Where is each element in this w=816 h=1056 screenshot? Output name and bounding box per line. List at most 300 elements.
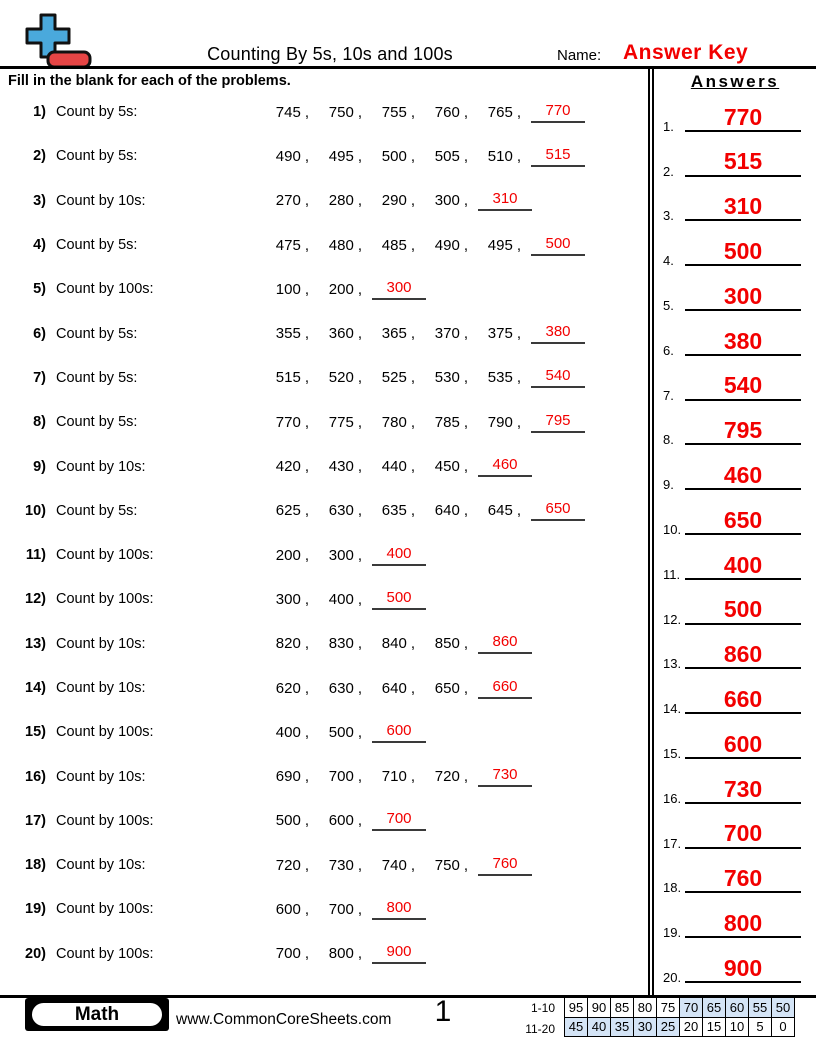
sequence-value: 720 [275,856,301,874]
sequence-value: 200 [328,280,354,298]
sequence-number [362,502,415,519]
answer-blank: 460 [478,456,532,477]
problem-sequence [256,235,585,256]
answer-row [654,92,816,137]
sequence-comma: , [410,192,415,210]
problem-number: 1) [33,104,46,121]
problem-number: 13) [25,635,46,652]
answer-value: 700 [685,821,801,848]
sequence-number [256,369,309,386]
answer-row [654,271,816,316]
sequence-number [415,148,468,165]
sequence-comma: , [304,546,309,564]
sequence-value: 720 [434,768,460,786]
answer-blank: 380 [531,323,585,344]
answer-value: 860 [685,642,801,669]
problem-label: Count by 100s: [56,945,154,962]
sequence-value: 530 [434,369,460,387]
problem-row [0,932,648,976]
answer-row [654,585,816,630]
sequence-number [309,547,362,564]
problem-sequence [256,678,532,699]
sequence-number [362,414,415,431]
sequence-comma: , [304,945,309,963]
score-cell: 10 [726,1017,749,1037]
problem-row [0,400,648,444]
sequence-value: 700 [328,900,354,918]
sequence-number [256,414,309,431]
problem-sequence [256,279,426,300]
sequence-value: 820 [275,635,301,653]
problem-number: 20) [25,945,46,962]
sequence-value: 625 [275,502,301,520]
answer-number: 16. [663,790,682,806]
answer-row [654,450,816,495]
problem-label: Count by 10s: [56,768,146,785]
sequence-number [256,591,309,608]
sequence-number [468,148,521,165]
problem-label: Count by 10s: [56,458,146,475]
sequence-number [362,148,415,165]
answer-number: 3. [663,208,674,224]
sequence-value: 440 [381,458,407,476]
sequence-comma: , [357,147,362,165]
sequence-comma: , [304,147,309,165]
problem-row [0,489,648,533]
sequence-number [415,237,468,254]
website-url: www.CommonCoreSheets.com [176,1011,392,1028]
answer-value: 660 [685,687,801,714]
sequence-comma: , [304,723,309,741]
sequence-comma: , [357,502,362,520]
sequence-comma: , [357,369,362,387]
sequence-comma: , [516,413,521,431]
sequence-value: 370 [434,325,460,343]
sequence-number [309,768,362,785]
problem-sequence [256,943,426,964]
score-cell: 95 [565,998,588,1018]
sequence-comma: , [304,103,309,121]
sequence-value: 400 [275,723,301,741]
sequence-value: 840 [381,635,407,653]
problem-sequence [256,190,532,211]
answer-row [654,226,816,271]
answer-value: 770 [685,105,801,132]
sequence-number [309,812,362,829]
sequence-number [256,857,309,874]
problem-number: 8) [33,414,46,431]
answer-value: 515 [685,149,801,176]
answer-value: 310 [685,194,801,221]
answer-blank: 800 [372,899,426,920]
answer-row [654,630,816,675]
problem-number: 11) [25,547,46,564]
problem-sequence [256,146,585,167]
problem-number: 7) [33,369,46,386]
sequence-number [415,458,468,475]
sequence-comma: , [463,635,468,653]
answer-value: 500 [685,239,801,266]
answer-number: 6. [663,342,674,358]
answer-number: 2. [663,163,674,179]
name-label: Name: [557,47,602,64]
answer-row [654,898,816,943]
problem-sequence [256,102,585,123]
sequence-comma: , [304,502,309,520]
sequence-value: 790 [487,413,513,431]
answer-number: 19. [663,925,682,941]
answer-number: 7. [663,387,674,403]
sequence-value: 290 [381,192,407,210]
sequence-number [362,369,415,386]
problem-number: 5) [33,281,46,298]
answer-value: 380 [685,329,801,356]
answer-value: 600 [685,732,801,759]
problem-label: Count by 5s: [56,502,138,519]
problem-number: 14) [25,680,46,696]
sequence-comma: , [463,236,468,254]
problem-row [0,444,648,488]
sequence-value: 755 [381,103,407,121]
problem-label: Count by 5s: [56,148,138,165]
sequence-value: 850 [434,635,460,653]
score-cell: 15 [703,1017,726,1037]
sequence-value: 270 [275,192,301,210]
sequence-value: 750 [328,103,354,121]
problem-label: Count by 100s: [56,901,154,918]
sequence-value: 510 [487,147,513,165]
problem-number: 16) [25,768,46,785]
sequence-comma: , [357,723,362,741]
sequence-comma: , [463,192,468,210]
score-cell: 25 [657,1017,680,1037]
score-cell: 70 [680,998,703,1018]
sequence-value: 770 [275,413,301,431]
answer-blank: 770 [531,102,585,123]
sequence-comma: , [304,369,309,387]
sequence-value: 495 [328,147,354,165]
problem-label: Count by 5s: [56,369,138,386]
sequence-number [256,680,309,697]
answer-blank: 760 [478,855,532,876]
answer-value: 800 [685,911,801,938]
problem-row [0,754,648,798]
problem-sequence [256,722,426,743]
problem-label: Count by 5s: [56,414,138,431]
sequence-comma: , [516,369,521,387]
answer-number: 1. [663,118,674,134]
problem-row [0,90,648,134]
sequence-value: 700 [275,945,301,963]
problem-row [0,223,648,267]
sequence-comma: , [357,679,362,697]
sequence-comma: , [304,192,309,210]
answer-number: 11. [663,566,681,582]
problem-label: Count by 5s: [56,325,138,342]
worksheet-title: Counting By 5s, 10s and 100s [207,44,453,64]
answer-blank: 310 [478,190,532,211]
problem-number: 17) [25,812,46,829]
sequence-value: 830 [328,635,354,653]
answer-blank: 700 [372,810,426,831]
sequence-value: 365 [381,325,407,343]
score-cell: 30 [634,1017,657,1037]
problem-number: 18) [25,857,46,874]
answer-row [654,316,816,361]
answer-number: 5. [663,297,674,313]
sequence-number [362,192,415,209]
sequence-comma: , [357,546,362,564]
sequence-comma: , [357,590,362,608]
problem-sequence [256,810,426,831]
sequence-comma: , [463,369,468,387]
problem-sequence [256,323,585,344]
sequence-value: 785 [434,413,460,431]
problem-row [0,134,648,178]
score-row-label-top: 1-10 [530,1001,555,1015]
subject-badge [25,998,169,1031]
problem-number: 9) [33,458,46,475]
answer-row [654,719,816,764]
answer-row [654,540,816,585]
problem-label: Count by 100s: [56,724,154,741]
sequence-comma: , [463,458,468,476]
sequence-comma: , [304,458,309,476]
sequence-value: 480 [328,236,354,254]
sequence-value: 600 [328,812,354,830]
sequence-comma: , [304,635,309,653]
score-cell: 45 [565,1017,588,1037]
sequence-value: 640 [381,679,407,697]
sequence-comma: , [463,325,468,343]
sequence-value: 765 [487,103,513,121]
problem-label: Count by 10s: [56,635,146,652]
sequence-number [309,414,362,431]
sequence-comma: , [463,502,468,520]
sequence-number [362,768,415,785]
sequence-value: 525 [381,369,407,387]
sequence-number [468,369,521,386]
sequence-value: 600 [275,900,301,918]
answer-blank: 500 [531,235,585,256]
score-cell: 65 [703,998,726,1018]
answer-value: 540 [685,373,801,400]
sequence-number [256,812,309,829]
sequence-value: 280 [328,192,354,210]
sequence-number [362,680,415,697]
problem-label: Count by 5s: [56,104,138,121]
sequence-value: 750 [434,856,460,874]
sequence-number [256,768,309,785]
problem-row [0,622,648,666]
sequence-number [309,458,362,475]
answer-number: 4. [663,253,674,269]
sequence-comma: , [304,856,309,874]
sequence-number [415,192,468,209]
sequence-number [362,635,415,652]
sequence-number [309,237,362,254]
answer-row [654,137,816,182]
sequence-number [309,724,362,741]
answer-number: 12. [663,611,682,627]
sequence-comma: , [516,325,521,343]
answer-blank: 600 [372,722,426,743]
sequence-value: 500 [275,812,301,830]
score-table [564,997,795,1037]
sequence-number [415,369,468,386]
sequence-value: 485 [381,236,407,254]
problem-number: 4) [33,237,46,254]
sequence-value: 100 [275,280,301,298]
answer-blank: 540 [531,367,585,388]
problem-number: 6) [33,325,46,342]
sequence-number [256,325,309,342]
sequence-number [362,237,415,254]
sequence-comma: , [463,147,468,165]
answers-list [654,92,816,988]
answer-value: 500 [685,597,801,624]
problem-label: Count by 5s: [56,237,138,254]
sequence-value: 360 [328,325,354,343]
sequence-number [415,502,468,519]
sequence-value: 500 [381,147,407,165]
answers-column-title: Answers [690,72,780,91]
problem-number: 15) [25,724,46,741]
answer-number: 17. [663,835,682,851]
sequence-comma: , [357,812,362,830]
sequence-number [362,104,415,121]
sequence-number [256,148,309,165]
sequence-value: 475 [275,236,301,254]
score-cell: 0 [772,1017,795,1037]
answer-blank: 660 [478,678,532,699]
problem-sequence [256,456,532,477]
score-cell: 60 [726,998,749,1018]
sequence-number [256,901,309,918]
score-cell: 35 [611,1017,634,1037]
sequence-comma: , [516,236,521,254]
sequence-number [415,680,468,697]
sequence-number [309,104,362,121]
problem-number: 19) [25,901,46,918]
score-cell: 75 [657,998,680,1018]
sequence-number [362,857,415,874]
answer-blank: 650 [531,500,585,521]
sequence-value: 300 [328,546,354,564]
sequence-number [309,945,362,962]
sequence-number [256,237,309,254]
sequence-comma: , [357,103,362,121]
answer-value: 730 [685,777,801,804]
problem-row [0,577,648,621]
problem-row [0,533,648,577]
sequence-value: 775 [328,413,354,431]
problem-number: 10) [25,502,46,519]
answer-row [654,495,816,540]
sequence-comma: , [304,280,309,298]
answer-row [654,406,816,451]
sequence-number [309,369,362,386]
sequence-value: 400 [328,590,354,608]
problem-row [0,666,648,710]
problem-row [0,179,648,223]
sequence-comma: , [357,280,362,298]
sequence-value: 515 [275,369,301,387]
answers-column [648,69,816,995]
sequence-comma: , [463,679,468,697]
sequence-comma: , [410,103,415,121]
sequence-comma: , [410,147,415,165]
sequence-value: 700 [328,768,354,786]
sequence-value: 200 [275,546,301,564]
answer-number: 14. [663,701,682,717]
sequence-comma: , [304,590,309,608]
sequence-value: 640 [434,502,460,520]
sequence-number [309,502,362,519]
problem-row [0,356,648,400]
sequence-comma: , [410,768,415,786]
sequence-number [256,635,309,652]
problem-number: 12) [25,591,46,608]
sequence-comma: , [516,502,521,520]
sequence-comma: , [357,635,362,653]
sequence-comma: , [410,458,415,476]
score-cell: 85 [611,998,634,1018]
problems-list [0,90,648,976]
sequence-comma: , [463,413,468,431]
sequence-value: 490 [434,236,460,254]
sequence-number [468,237,521,254]
sequence-value: 650 [434,679,460,697]
sequence-value: 505 [434,147,460,165]
problem-sequence [256,412,585,433]
sequence-value: 630 [328,679,354,697]
sequence-number [468,414,521,431]
answer-number: 20. [663,969,682,985]
sequence-comma: , [357,768,362,786]
problem-row [0,887,648,931]
answer-blank: 500 [372,589,426,610]
sequence-number [256,192,309,209]
answer-blank: 795 [531,412,585,433]
sequence-number [256,104,309,121]
sequence-value: 740 [381,856,407,874]
sequence-number [415,104,468,121]
sequence-comma: , [304,768,309,786]
score-cell: 80 [634,998,657,1018]
sequence-comma: , [357,458,362,476]
answer-row [654,182,816,227]
sequence-comma: , [410,369,415,387]
problem-label: Count by 10s: [56,680,146,696]
answer-value: 795 [685,418,801,445]
sequence-comma: , [410,502,415,520]
answer-row [654,854,816,899]
answer-value: 300 [685,284,801,311]
sequence-comma: , [410,679,415,697]
problem-sequence [256,855,532,876]
answer-row [654,809,816,854]
problem-sequence [256,766,532,787]
answer-row [654,764,816,809]
sequence-value: 710 [381,768,407,786]
sequence-comma: , [304,413,309,431]
answer-value: 900 [685,956,801,983]
sequence-comma: , [357,945,362,963]
problem-label: Count by 100s: [56,591,154,608]
sequence-comma: , [410,856,415,874]
problem-number: 2) [33,148,46,165]
